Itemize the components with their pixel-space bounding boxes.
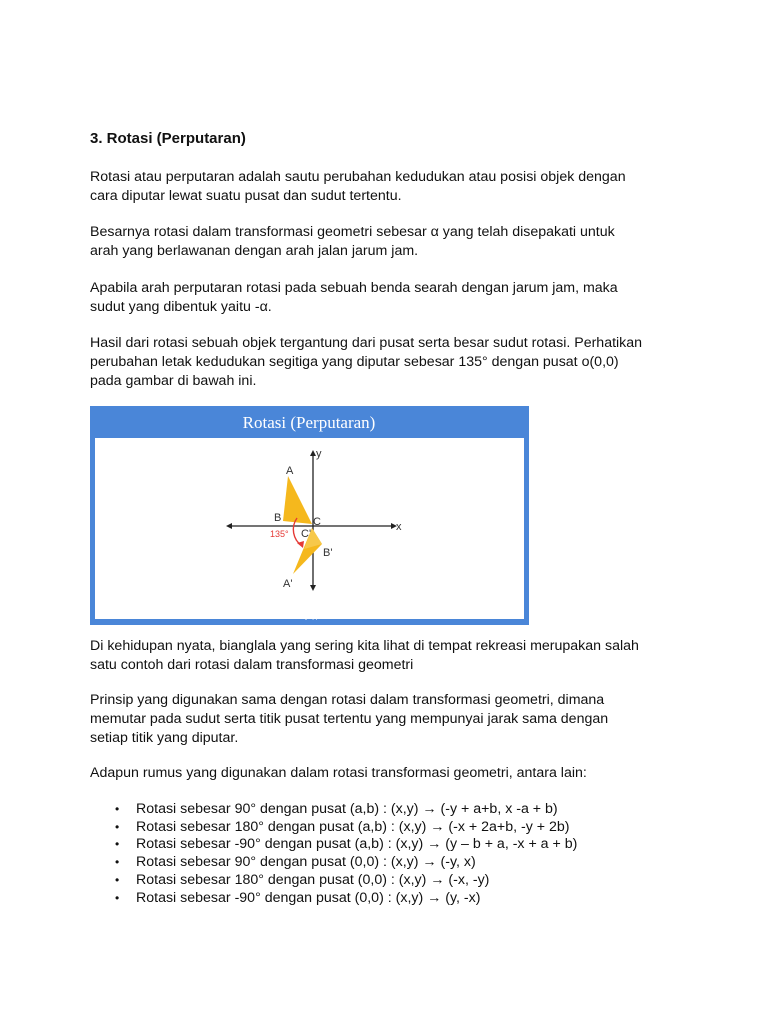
text-line: Rotasi atau perputaran adalah sautu perubahan kedudukan atau posisi objek dengan	[90, 169, 626, 185]
list-item	[90, 890, 577, 908]
list-item	[90, 872, 577, 890]
formula-list	[90, 801, 577, 907]
paragraph-result	[90, 334, 642, 391]
text-line: Adapun rumus yang digunakan dalam rotasi transformasi geometri, antara lain:	[90, 765, 587, 781]
paragraph-angle	[90, 223, 615, 261]
formula-text: Rotasi sebesar 90° dengan pusat (a,b) : (x,y) → (-y + a+b, x -a + b)	[136, 801, 558, 817]
label-b-prime: B'	[323, 547, 333, 559]
text-line: Besarnya rotasi dalam transformasi geometri sebesar α yang telah disepakati untuk	[90, 224, 615, 240]
paragraph-clockwise	[90, 279, 618, 317]
paragraph-formulas-intro	[90, 764, 587, 783]
label-b: B	[274, 512, 282, 524]
paragraph-example	[90, 637, 639, 675]
label-c-prime: C'	[301, 528, 312, 540]
list-item	[90, 854, 577, 872]
label-a-prime: A'	[283, 578, 293, 590]
bullet-icon: •	[115, 872, 120, 887]
text-line: Prinsip yang digunakan sama dengan rotasi dalam transformasi geometri, dimana	[90, 692, 605, 708]
text-line: Apabila arah perputaran rotasi pada sebuah benda searah dengan jarum jam, maka	[90, 280, 618, 296]
bullet-icon: •	[115, 855, 120, 870]
list-item	[90, 819, 577, 837]
text-line: sudut yang dibentuk yaitu -α.	[90, 299, 272, 315]
formula-text: Rotasi sebesar 90° dengan pusat (0,0) : (x,y) → (-y, x)	[136, 854, 476, 871]
label-a: A	[286, 465, 294, 477]
figure-title: Rotasi (Perputaran)	[242, 413, 376, 432]
formula-text: Rotasi sebesar 180° dengan pusat (0,0) : (x,y) → (-x, -y)	[136, 871, 490, 888]
text-line: setiap titik yang diputar.	[90, 730, 239, 746]
bullet-icon: •	[115, 819, 120, 834]
formula-text: Rotasi sebesar -90° dengan pusat (a,b) : (x,y) → (y – b + a, -x + a + b)	[136, 836, 578, 853]
label-c: C	[313, 516, 321, 528]
list-item	[90, 801, 577, 819]
angle-label: 135°	[270, 529, 289, 539]
text-line: memutar pada sudut serta titik pusat tertentu yang mempunyai jarak sama dengan	[90, 711, 609, 727]
text-line: perubahan letak kedudukan segitiga yang diputar sebesar 135° dengan pusat o(0,0)	[90, 354, 619, 370]
text-line: cara diputar lewat suatu pusat dan sudut tertentu.	[90, 188, 402, 204]
rotation-figure	[90, 406, 529, 625]
text-line: satu contoh dari rotasi dalam transformasi geometri	[90, 657, 414, 673]
text-line: Di kehidupan nyata, bianglala yang sering kita lihat di tempat rekreasi merupakan salah	[90, 638, 639, 654]
section-heading: 3. Rotasi (Perputaran)	[90, 130, 246, 147]
formula-text: Rotasi sebesar -90° dengan pusat (0,0) : (x,y) → (y, -x)	[136, 889, 481, 906]
bullet-icon: •	[115, 837, 120, 852]
list-item	[90, 836, 577, 854]
label-y: y	[316, 448, 322, 460]
bullet-icon: •	[115, 802, 120, 816]
watermark-text: Quipper	[303, 614, 325, 621]
label-x: x	[396, 521, 402, 533]
paragraph-principle	[90, 691, 608, 748]
text-line: Hasil dari rotasi sebuah objek tergantung dari pusat serta besar sudut rotasi. Perhatikan	[90, 335, 643, 351]
paragraph-definition	[90, 168, 626, 206]
text-line: arah yang berlawanan dengan arah jalan jarum jam.	[90, 243, 419, 259]
formula-text: Rotasi sebesar 180° dengan pusat (a,b) : (x,y) → (-x + 2a+b, -y + 2b)	[136, 818, 570, 835]
bullet-icon: •	[115, 890, 120, 905]
watermark-logo-icon	[295, 613, 301, 619]
text-line: pada gambar di bawah ini.	[90, 373, 257, 389]
